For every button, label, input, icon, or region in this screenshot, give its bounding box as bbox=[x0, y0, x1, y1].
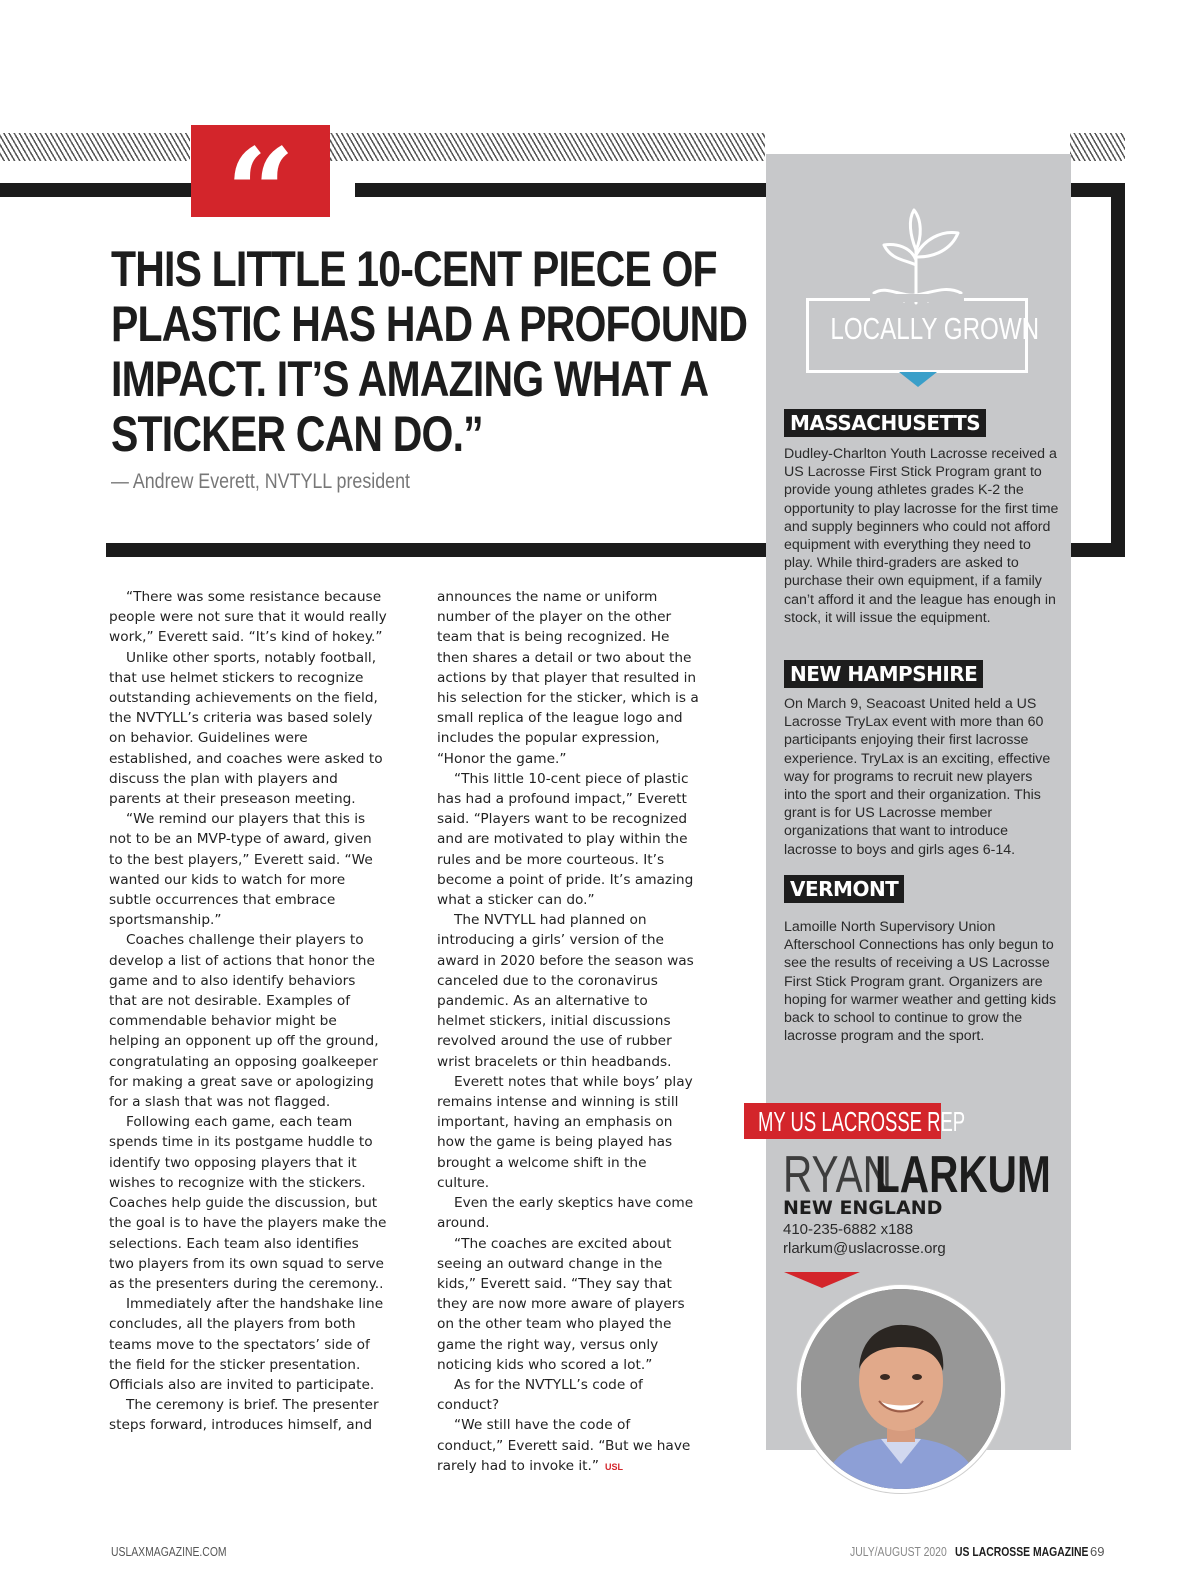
footer-site: USLAXMAGAZINE.COM bbox=[111, 1544, 227, 1559]
rep-last-name: LARKUM bbox=[875, 1146, 1051, 1204]
frame-top-left bbox=[0, 183, 191, 197]
section-title: LOCALLY GROWN bbox=[830, 311, 1040, 346]
final-sentence: “We still have the code of conduct,” Everett said. “But we have rarely had to invoke it.” bbox=[437, 1417, 691, 1474]
rep-phone: 410-235-6882 x188 bbox=[783, 1221, 914, 1238]
rep-first-name: RYAN bbox=[783, 1146, 892, 1204]
paragraph: Coaches challenge their players to develop a list of actions that honor the game and to also identify behaviors that are not desirable. Examples of commendable behavior might be helping an opponent up off the ground, congratulating an opposing goalkeeper for making a great save or apologizing for a slash that was not flagged. bbox=[109, 932, 379, 1111]
paragraph: Everett notes that while boys’ play remains intense and winning is still important, having an emphasis on how the game is being played has brought a welcome shift in the culture. bbox=[437, 1073, 693, 1191]
rep-photo bbox=[797, 1285, 1005, 1493]
triangle-down-icon bbox=[899, 372, 937, 387]
end-mark: USL bbox=[604, 1461, 623, 1472]
article-column-middle bbox=[437, 587, 699, 1477]
paragraph: “The coaches are excited about seeing an outward change in the kids,” Everett said. “They say that they are now more aware of players on the other team who played the game the right way, versus only noticing kids who scored a lot.” bbox=[437, 1235, 685, 1373]
paragraph: Following each game, each team spends time in its postgame huddle to identify two opposing players that it wishes to recognize with the stickers. Coaches help guide the discussion, but the goal is to have the players make the selections. Each team also identifies two players from its own squad to serve as the presenters during the ceremony.. bbox=[109, 1114, 387, 1292]
state-label-new-hampshire: NEW HAMPSHIRE bbox=[784, 660, 983, 688]
triangle-down-red-icon bbox=[784, 1272, 860, 1288]
frame-right bbox=[1111, 183, 1125, 557]
rep-banner-label: MY US LACROSSE REP bbox=[758, 1106, 966, 1137]
paragraph: announces the name or uniform number of the player on the other team that is being recognized. He then shares a detail or two about the actions by that player that resulted in his selection for the sticker, which is a small replica of the league logo and includes the popular expression, “Honor the game.” bbox=[437, 589, 699, 767]
paragraph: The NVTYLL had planned on introducing a girls’ version of the award in 2020 before the season was canceled due to the coronavirus pandemic. As an alternative to helmet stickers, initial discussions revolved around the use of rubber wrist bracelets or thin headbands. bbox=[437, 912, 694, 1070]
paragraph: “This little 10-cent piece of plastic has had a profound impact,” Everett said. “Players want to be recognized and are motivated to play within the rules and be more courteous. It’s become a point of pride. It’s amazing what a sticker can do.” bbox=[437, 770, 694, 909]
paragraph: Even the early skeptics have come around. bbox=[437, 1195, 694, 1232]
paragraph: Immediately after the handshake line concludes, all the players from both teams move to the spectators’ side of the field for the sticker presentation. Officials also are invited to participate. bbox=[109, 1296, 384, 1393]
rep-region: NEW ENGLAND bbox=[783, 1197, 943, 1219]
state-label-vermont: VERMONT bbox=[784, 875, 904, 903]
article-column-left bbox=[109, 587, 387, 1436]
paragraph: As for the NVTYLL’s code of conduct? bbox=[437, 1376, 643, 1414]
state-text-vermont: Lamoille North Supervisory Union Afterschool Connections has only begun to see the results of receiving a US Lacrosse First Stick Program grant. Organizers are hoping for warmer weather and getting kids back to school to continue to grow the lacrosse program and the sport. bbox=[784, 919, 1057, 1045]
sprout-icon bbox=[866, 205, 966, 305]
pull-quote: THIS LITTLE 10-CENT PIECE OF PLASTIC HAS HAD A PROFOUND IMPACT. IT’S AMAZING WHAT A STICKER CAN DO.” bbox=[111, 241, 748, 462]
attribution: — Andrew Everett, NVTYLL president bbox=[111, 470, 410, 493]
frame-gap bbox=[870, 294, 964, 302]
paragraph: “We remind our players that this is not to be an MVP-type of award, given to the best players,” Everett said. “We wanted our kids to watch for more subtle occurrences that embrace sportsmanship.” bbox=[109, 811, 373, 929]
page-number: 69 bbox=[1090, 1544, 1105, 1559]
state-label-massachusetts: MASSACHUSETTS bbox=[784, 409, 986, 437]
state-text-massachusetts: Dudley-Charlton Youth Lacrosse received a US Lacrosse First Stick Program grant to provide young athletes grades K-2 the opportunity to play lacrosse for the first time and supply beginners who could not afford equipment with everything they need to play. While third-graders are asked to purchase their own equipment, if a family can’t afford it and the league has enough in stock, it will issue the equipment. bbox=[784, 446, 1059, 626]
state-text-new-hampshire: On March 9, Seacoast United held a US Lacrosse TryLax event with more than 60 participants enjoying their first lacrosse experience. TryLax is an exciting, effective way for programs to recruit new players into the sport and their organization. This grant is for US Lacrosse member organizations that want to introduce lacrosse to boys and girls ages 6-14. bbox=[784, 696, 1051, 858]
paragraph: The ceremony is brief. The presenter steps forward, introduces himself, and bbox=[109, 1397, 379, 1434]
paragraph: “There was some resistance because people were not sure that it would really work,” Everett said. “It’s kind of hokey.” bbox=[109, 589, 387, 646]
rep-email: rlarkum@uslacrosse.org bbox=[783, 1240, 946, 1257]
paragraph-final bbox=[437, 1415, 699, 1477]
portrait-illustration bbox=[801, 1289, 1001, 1489]
paragraph: Unlike other sports, notably football, that use helmet stickers to recognize outstanding achievements on the field, the NVTYLL’s criteria was based solely on behavior. Guidelines were established, and coaches were asked to discuss the plan with players and parents at their preseason meeting. bbox=[109, 649, 383, 808]
footer-date: JULY/AUGUST 2020 bbox=[850, 1544, 947, 1559]
quote-mark-icon: “ bbox=[225, 122, 296, 263]
footer-magazine: US LACROSSE MAGAZINE bbox=[955, 1544, 1089, 1559]
